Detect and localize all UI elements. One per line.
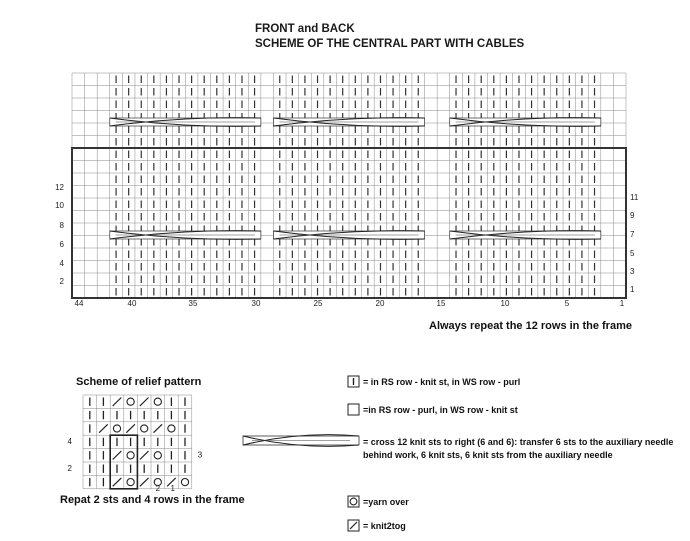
legend-knit2tog-text: = knit2tog bbox=[363, 521, 406, 531]
stitch-number-label: 30 bbox=[251, 299, 261, 308]
row-number-label: 7 bbox=[630, 230, 635, 239]
row-number-label: 3 bbox=[630, 267, 635, 276]
row-number-label: 4 bbox=[59, 259, 64, 268]
stitch-number-label: 35 bbox=[188, 299, 198, 308]
legend-yarn-over-text: =yarn over bbox=[363, 497, 409, 507]
row-number-label: 1 bbox=[630, 285, 635, 294]
cable-cross-symbol bbox=[273, 231, 424, 240]
stitch-number-label: 20 bbox=[375, 299, 385, 308]
row-number-label: 8 bbox=[59, 221, 64, 230]
title-line-2: SCHEME OF THE CENTRAL PART WITH CABLES bbox=[255, 38, 525, 50]
stitch-number-label: 2 bbox=[155, 484, 161, 493]
cable-cross-symbol bbox=[273, 118, 424, 127]
cable-cross-symbol bbox=[450, 231, 601, 240]
knit2tog-mark bbox=[113, 451, 122, 459]
row-number-label: 12 bbox=[55, 183, 64, 192]
cable-cross-symbol bbox=[110, 118, 261, 127]
legend-purl-text: =in RS row - purl, in WS row - knit st bbox=[363, 405, 518, 415]
yarn-over-mark bbox=[181, 479, 188, 486]
yarn-over-mark bbox=[141, 425, 148, 432]
yarn-over-mark bbox=[127, 479, 134, 486]
yarn-over-mark bbox=[154, 398, 161, 405]
row-number-label: 11 bbox=[630, 193, 639, 202]
yarn-over-mark bbox=[127, 452, 134, 459]
stitch-number-label: 5 bbox=[564, 299, 570, 308]
knit2tog-mark bbox=[140, 478, 149, 486]
row-number-label: 4 bbox=[67, 437, 72, 447]
row-number-label: 5 bbox=[630, 249, 635, 258]
relief-title: Scheme of relief pattern bbox=[76, 376, 202, 388]
legend-cable-text: = cross 12 knit sts to right (6 and 6): transfer 6 sts to the auxiliary needle behind work, 6 knit sts, 6 knit sts from the auxiliary needle bbox=[363, 437, 674, 460]
yarn-over-mark bbox=[127, 398, 134, 405]
stitch-number-label: 44 bbox=[74, 299, 84, 308]
row-number-label: 9 bbox=[630, 211, 635, 220]
knit2tog-mark bbox=[99, 424, 108, 432]
row-number-label: 3 bbox=[197, 450, 203, 460]
cable-icon bbox=[243, 435, 359, 447]
knit2tog-mark bbox=[126, 424, 135, 432]
purl-icon bbox=[348, 404, 359, 415]
legend bbox=[243, 376, 359, 531]
row-number-label: 2 bbox=[59, 277, 64, 286]
stitch-number-label: 1 bbox=[619, 299, 625, 308]
row-number-label: 6 bbox=[59, 240, 64, 249]
yarn-over-mark bbox=[113, 425, 120, 432]
stitch-number-label: 10 bbox=[500, 299, 510, 308]
knit2tog-mark bbox=[140, 398, 149, 406]
cable-cross-symbol bbox=[450, 118, 601, 127]
main-chart bbox=[72, 73, 626, 298]
yarn-over-mark bbox=[168, 425, 175, 432]
knit2tog-mark bbox=[154, 424, 163, 432]
legend-knit-text: = in RS row - knit st, in WS row - purl bbox=[363, 377, 521, 387]
stitch-number-label: 25 bbox=[313, 299, 323, 308]
row-number-label: 2 bbox=[67, 464, 72, 473]
yarn-over-mark bbox=[154, 452, 161, 459]
knit2tog-mark bbox=[113, 398, 122, 406]
cable-cross-symbol bbox=[110, 231, 261, 240]
frame-repeat-note: Always repeat the 12 rows in the frame bbox=[429, 320, 632, 332]
knit2tog-mark bbox=[140, 451, 149, 459]
stitch-number-label: 15 bbox=[436, 299, 446, 308]
row-number-label: 10 bbox=[55, 201, 64, 210]
stitch-number-label: 1 bbox=[170, 484, 175, 493]
title-line-1: FRONT and BACK bbox=[255, 23, 355, 35]
stitch-number-label: 40 bbox=[127, 299, 137, 308]
relief-chart bbox=[83, 395, 192, 489]
knit2tog-mark bbox=[113, 478, 122, 486]
relief-repeat-note: Repat 2 sts and 4 rows in the frame bbox=[60, 494, 245, 506]
